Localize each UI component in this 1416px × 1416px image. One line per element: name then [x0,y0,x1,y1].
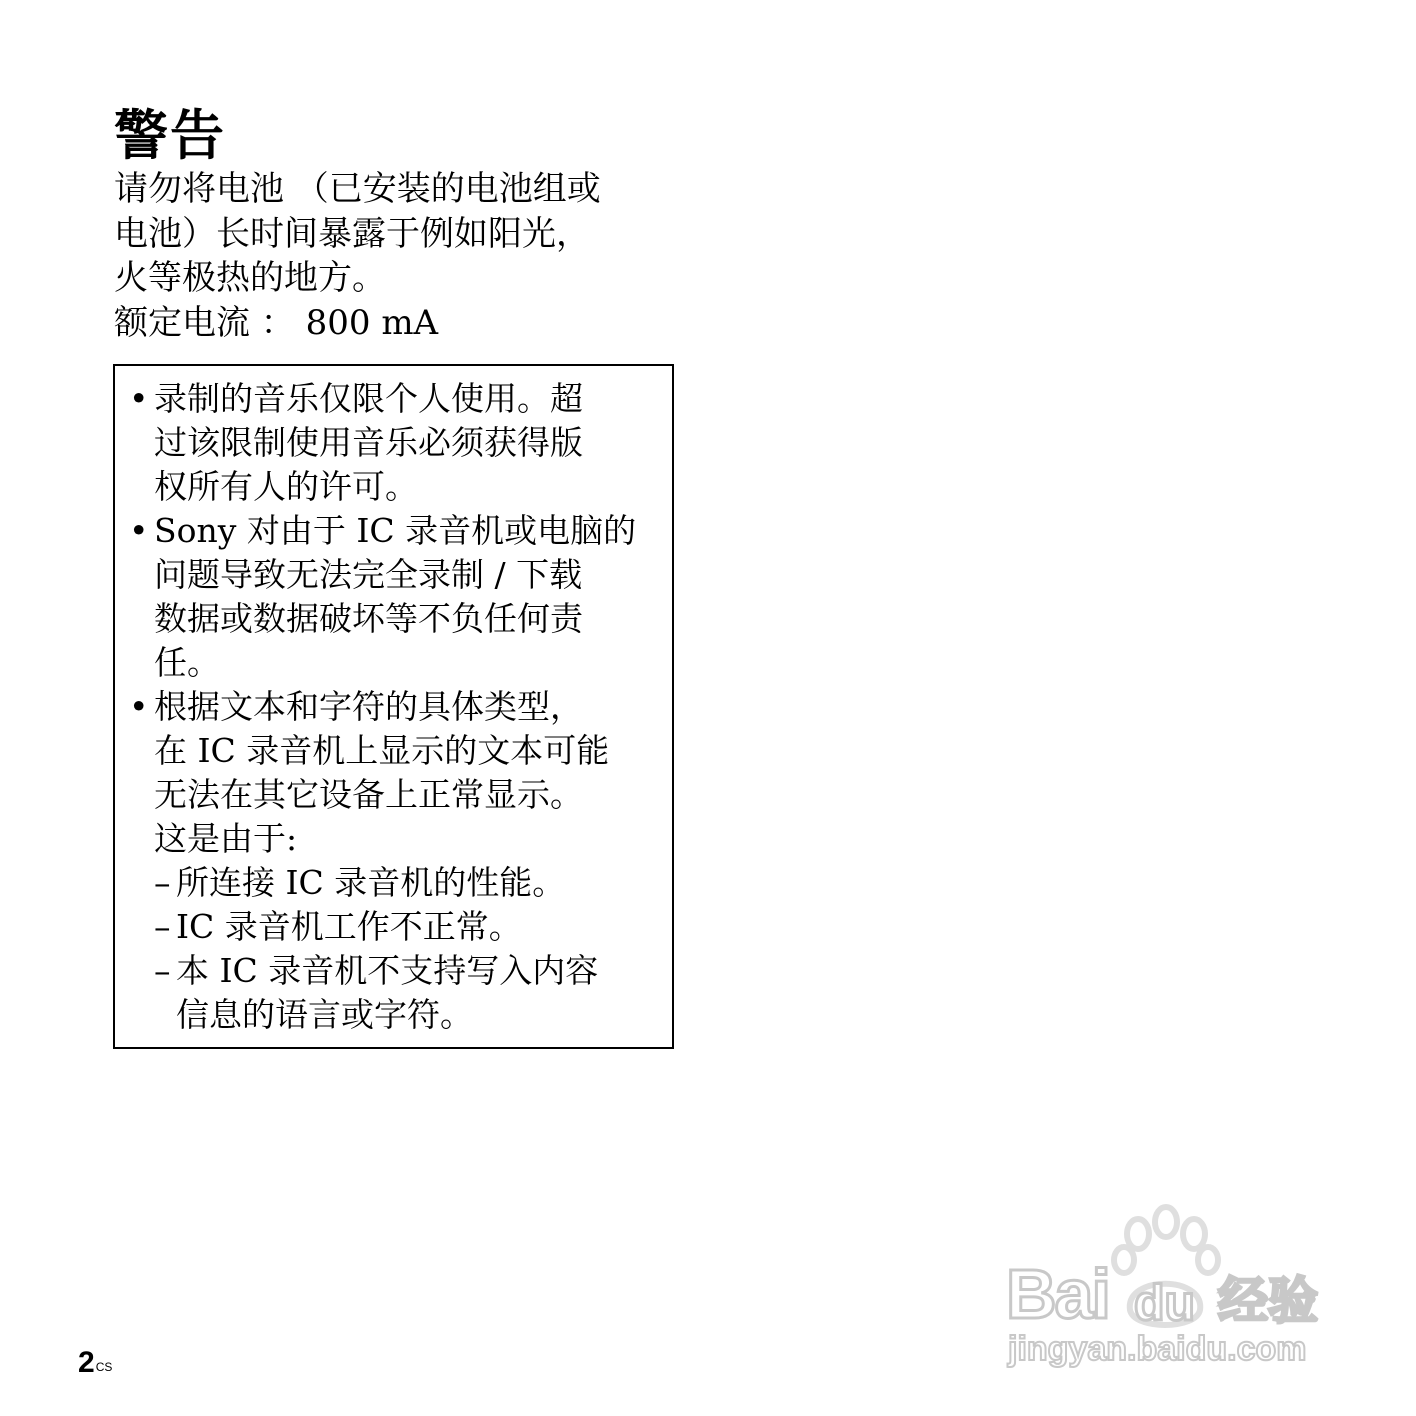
warning-line: 火等极热的地方。 [114,258,386,298]
notice-list [129,377,667,1037]
rated-current: 额定电流 ： 800 mA [114,302,439,343]
notice-line: Sony 对由于 IC 录音机或电脑的 [154,511,637,550]
warning-line: 电池）长时间暴露于例如阳光， [114,213,590,254]
notice-line: 过该限制使用音乐必须获得版 [154,423,583,462]
page-heading: 警告 [114,104,226,167]
bullet-icon: • [129,687,149,726]
warning-line: 请勿将电池 （已安装的电池组或 [114,169,601,209]
notice-line: 这是由于: [154,819,298,858]
notice-line: 在 IC 录音机上显示的文本可能 [154,731,610,770]
reason-item [154,949,667,1037]
battery-warning [114,167,684,345]
notice-line: 任。 [154,643,220,682]
notice-line: 问题导致无法完全录制 / 下载 [154,555,583,594]
reason-item [154,905,667,949]
bullet-icon: • [129,379,149,418]
reason-item [154,861,667,905]
reason-list [154,861,667,1037]
notice-item [129,685,667,1037]
notice-item [129,509,667,685]
notice-line: 数据或数据破坏等不负任何责 [154,599,583,638]
notice-line: 录制的音乐仅限个人使用。超 [154,379,583,418]
dash-icon: – [154,951,171,990]
notice-box [113,364,674,1049]
reason-line: 信息的语言或字符。 [176,995,473,1034]
page-number-suffix: CS [95,1360,113,1374]
watermark-brand-du: du [1134,1275,1196,1331]
bullet-icon: • [129,511,149,550]
dash-icon: – [154,863,171,902]
reason-line: IC 录音机工作不正常。 [176,907,522,946]
reason-line: 本 IC 录音机不支持写入内容 [176,951,599,990]
dash-icon: – [154,907,171,946]
reason-line: 所连接 IC 录音机的性能。 [176,863,566,902]
notice-line: 权所有人的许可。 [154,467,418,506]
watermark-brand: Bai [1006,1255,1109,1333]
watermark-brand-jingyan: 经验 [1218,1272,1318,1330]
baidu-jingyan-watermark [1000,1200,1340,1370]
notice-line: 根据文本和字符的具体类型， [154,687,583,726]
notice-item [129,377,667,509]
page-number-value: 2 [78,1346,95,1379]
notice-line: 无法在其它设备上正常显示。 [154,775,583,814]
watermark-url: jingyan.baidu.com [1008,1330,1307,1368]
page-number [78,1346,112,1380]
